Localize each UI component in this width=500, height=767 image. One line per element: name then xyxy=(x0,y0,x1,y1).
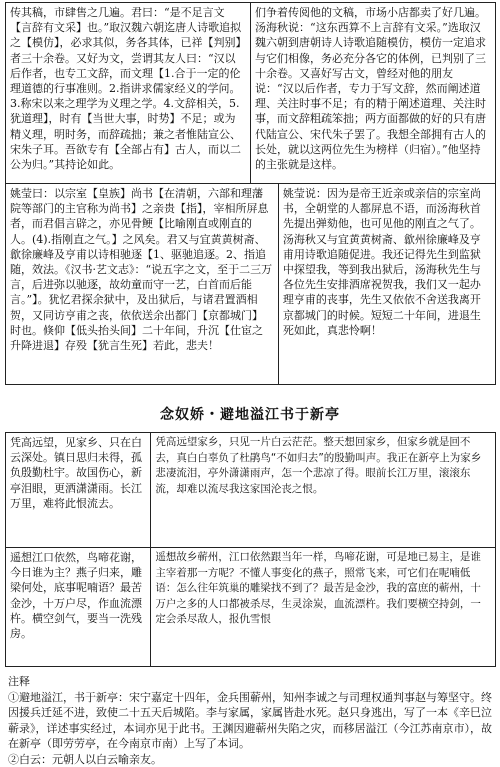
note-item: ②白云：元朝人以白云喻亲友。 xyxy=(8,752,492,767)
poem-stanza-cell: 凭高远望，见家乡、只在白云深处。镇日思归未得，孤负殷勤杜宇。故国伤心，新亭泪眼，更洒潇潇雨。长江万里，难将此恨流去。 xyxy=(6,433,151,547)
table-row xyxy=(6,184,495,384)
original-text-cell: 姚莹曰：以宗室【皇族】尚书【在清朝，六部和理藩院等部门的主官称为尚书】之亲贵【指】，宰相所屏息者，而君倡言辟之，亦见骨鲠【比喻刚直或刚直的人。(4).指刚直之气。】之风矣。君又与宜黄黄树斋、歙徐廉峰及亨甫以诗相驰逐【1、驱驰追逐。2、指追随，效法。《汉书·艺文志》：“说五字之文，至于二三万言，后进弥以驰逐，故幼童而守一艺，白首而后能言。”】。犹忆君探余狱中，及出狱后，与诸君置酒相贺，又同访亨甫之丧，依依送余出都门【京都城门】时也。倏仰【低头抬头间】二十年间，升沉【仕宦之升降进退】存殁【犹言生死】若此，悲夫！ xyxy=(6,184,279,384)
translation-cell: 们争着传阅他的文稿，市场小店都卖了好几遍。汤海秋说：“这东西算不上言辞有文采。”选取汉魏六朝到唐朝诗人诗歌追随模仿，模仿一定追求与它们相像，务必充分各它的体例，已判别了三十余卷。又喜好写古文，曾经对他的朋友说：“汉以后作者，专力于写文辞，然而阐述道理、关注时事不足；有的精于阐述道理、关注时事，而文辞粗疏笨拙；两方面都做的好的只有唐代陆宣公、宋代朱子罢了。我想全部拥有古人的长处，就以这两位先生为榜样（归宿）。”他坚持的主张就是这样。 xyxy=(251,3,495,183)
translation-cell: 姚莹说：因为是帝王近亲或亲信的宗室尚书，全朝堂的人都屏息不语，而汤海秋首先提出弹劾他，也可见他的刚直之气了。汤海秋又与宜黄黄树斋、歙州徐廉峰及亨甫用诗歌追随促进。我还记得先生到监狱中探望我，等到我出狱后，汤海秋先生与各位先生安排酒席祝贺我，我们又一起办理亨甫的丧事，先生又依依不舍送我离开京都城门的时候。短短二十年间，进退生死如此，真悲怜啊！ xyxy=(279,184,495,384)
note-item: ①避地溢江，书于新亭：宋宁嘉定十四年，金兵围蕲州，知州李诚之与司理权通判事赵与筹坚守。终因援兵迁延不进，致使二十五天后城陷。李与家属，家属皆赴水死。赵只身逃出，写了一本《辛巳泣蕲录》，详述事实经过，本词亦见于此书。王渊因避蕲州失陷之灾，而移居溢江（今江苏南京市），故在新亭（即劳劳亭，在今南京市南）上写了本词。 xyxy=(8,690,492,752)
poem-title: 念奴娇・避地溢江书于新亭 xyxy=(0,408,500,423)
poem-stanza-cell: 遥想江口依然，鸟啼花谢，今日谁为主？燕子归来，雕梁何处，底事呢喃语？最苦金沙，十万户尽，作血流漂杵。横空剑气，要当一洗残房。 xyxy=(6,548,151,666)
poem-translation-cell: 凭高远望家乡，只见一片白云茫茫。整天想回家乡，但家乡就是回不去，真白白辜负了杜鹃鸟“不如归去”的殷勤叫声。我正在新亭上为家乡悲凄流泪，亭外潇潇雨声，怎一个悲凉了得。眼前长江万里，滚滚东流，却难以流尽我这家国沦丧之恨。 xyxy=(151,433,495,547)
translation-table-top xyxy=(5,2,496,385)
table-row xyxy=(6,548,495,666)
original-text-cell: 传其稿，市肆售之几遍。君曰：“是不足言文【言辞有文采】也。”取汉魏六朝迄唐人诗歌追拟之【模仿】，必求其似，务各其体，已祥【判别】者三十余卷。又好为文，尝谓其友人曰：“汉以后作者，也专工文辞，而文理【1.合于一定的伦理道德的行事准则。2.指讲求儒家经义的学问。3.称宋以来之理学为义理之学。4.文辞相关，5.犹道理】，时有【当世大事，时势】不足；或为精义理，明时务，而辞疏拙；兼之者惟陆宣公、宋朱子耳。吾欲专有【全部占有】古人，而以二公为归。”其持论如此。 xyxy=(6,3,251,183)
poem-table xyxy=(5,432,496,667)
notes-section xyxy=(8,674,492,767)
table-row xyxy=(6,433,495,548)
table-row xyxy=(6,3,495,184)
notes-heading: 注释 xyxy=(8,674,492,690)
poem-translation-cell: 遥想故乡蕲州，江口依然跟当年一样，鸟啼花谢，可是地已易主，是谁主宰着那一方呢？不懂人事变化的燕子，照常飞来，可它们在呢喃低语：怎么往年筑巢的雕梁找不到了？最苦是金沙，我的富庶的蕲州，十万户之多的人口都被杀尽，生灵涂炭，血流漂杵。我们要横空持剑，一定会杀尽敌人，报仇雪恨 xyxy=(151,548,495,666)
